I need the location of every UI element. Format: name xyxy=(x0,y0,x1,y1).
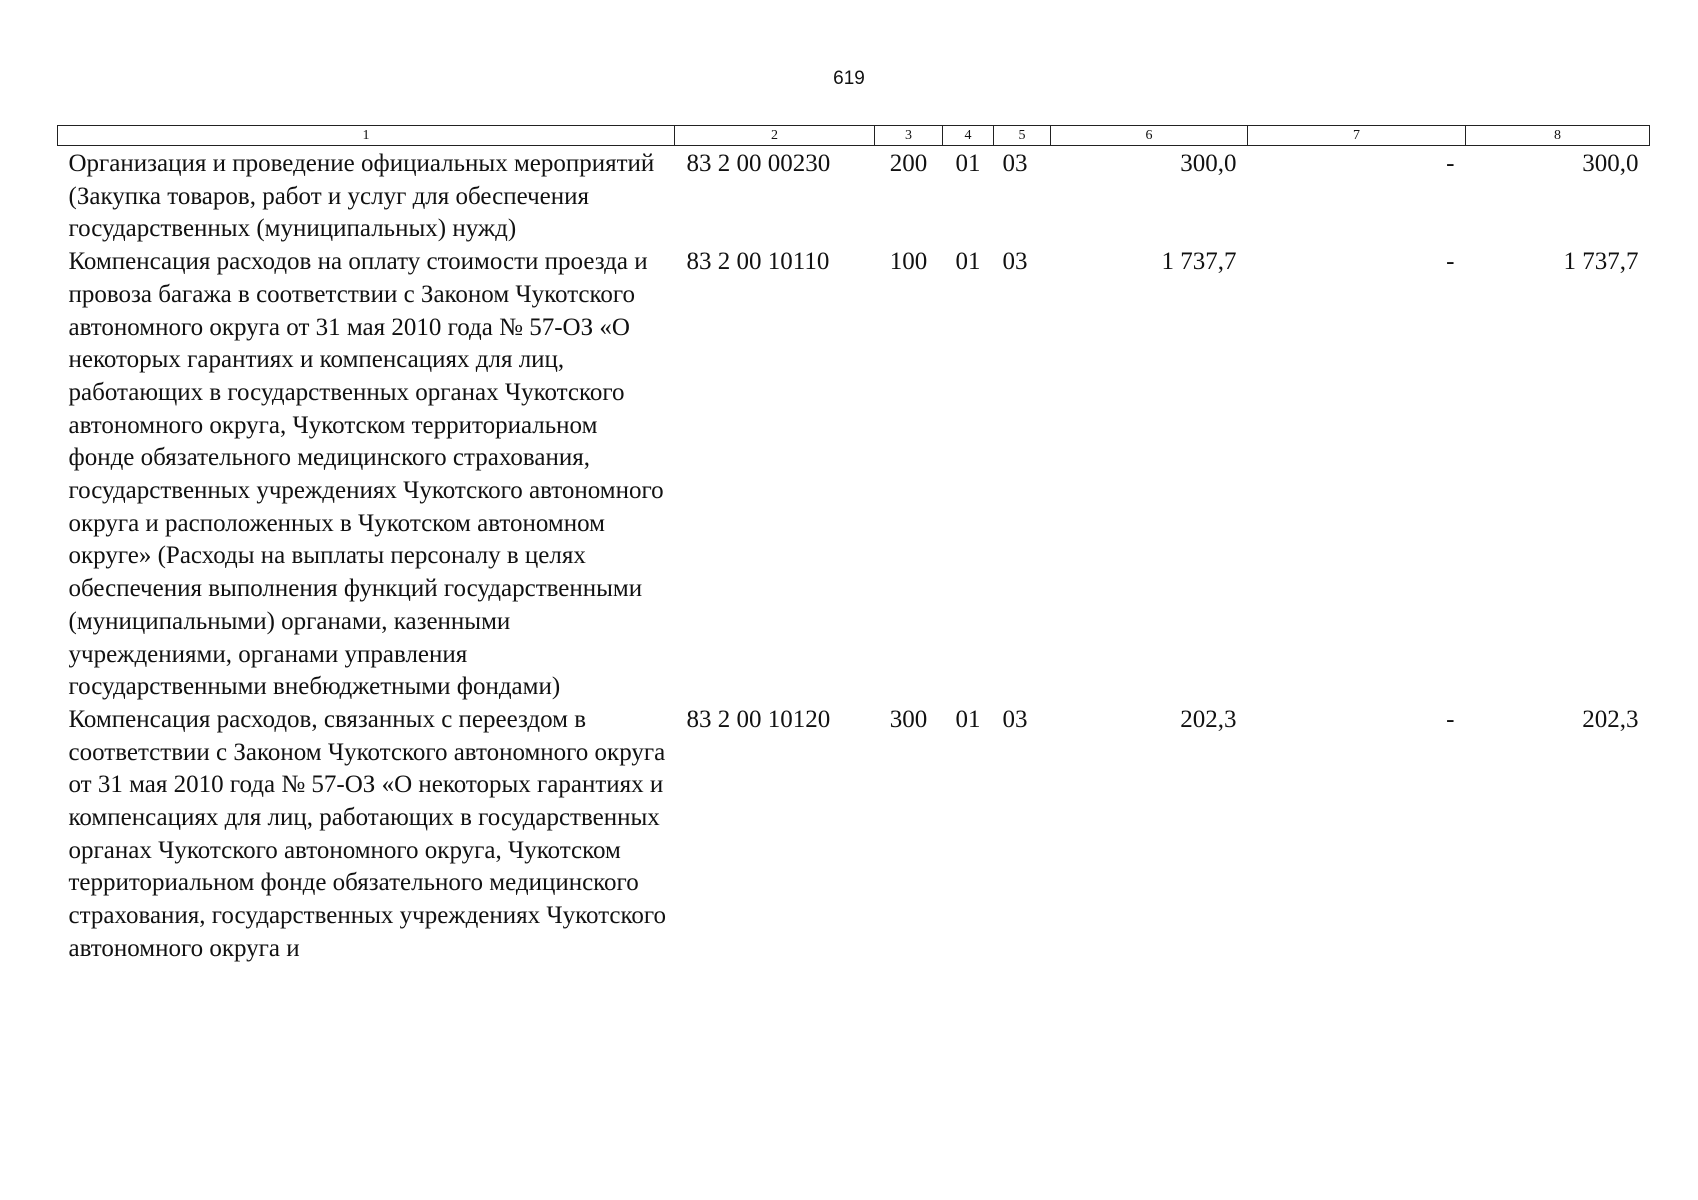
table-row xyxy=(58,146,1650,247)
row-amount-col6: 202,3 xyxy=(1180,705,1237,733)
row-amount-col6: 300,0 xyxy=(1180,150,1237,177)
row-name: Компенсация расходов на оплату стоимости проезда и провоза багажа в соответствии с Законом Чукотского автономного округа от 31 мая 2010 года № 57-ОЗ «О некоторых гарантиях и компенсациях для лиц, работающих в государственных органах Чукотского автономного округа, Чукотском территориальном фонде обязательного медицинского страхования, государственных учреждениях Чукотского автономного округа и расположенных в Чукотском автономном округе» (Расходы на выплаты персоналу в целях обеспечения выполнения функций государственными (муниципальными) органами, казенными учреждениями, органами управления государственными внебюджетными фондами) xyxy=(68,248,664,701)
column-header-2: 2 xyxy=(675,126,875,146)
column-header-7: 7 xyxy=(1248,126,1466,146)
row-name: Организация и проведение официальных мероприятий (Закупка товаров, работ и услуг для обеспечения государственных (муниципальных) нужд) xyxy=(68,150,655,243)
row-amount-col6: 1 737,7 xyxy=(1161,248,1237,276)
row-expense-type-code: 200 xyxy=(889,150,928,177)
budget-table xyxy=(57,125,1650,966)
column-header-1: 1 xyxy=(58,126,675,146)
row-subsection-code: 03 xyxy=(1002,248,1028,276)
row-section-code: 01 xyxy=(955,705,981,733)
row-expense-type-code: 100 xyxy=(889,248,928,276)
row-name: Компенсация расходов, связанных с переездом в соответствии с Законом Чукотского автономного округа от 31 мая 2010 года № 57-ОЗ «О некоторых гарантиях и компенсациях для лиц, работающих в государственных органах Чукотского автономного округа, Чукотском территориальном фонде обязательного медицинского страхования, государственных учреждениях Чукотского автономного округа и xyxy=(68,705,667,962)
table-row xyxy=(58,704,1650,966)
row-amount-col8: 1 737,7 xyxy=(1563,248,1639,276)
row-expense-type-code: 300 xyxy=(889,705,928,733)
page-number: 619 xyxy=(833,68,865,89)
column-header-3: 3 xyxy=(875,126,943,146)
row-amount-col7: - xyxy=(1446,150,1455,177)
column-header-8: 8 xyxy=(1466,126,1650,146)
row-amount-col8: 300,0 xyxy=(1582,150,1639,177)
row-amount-col8: 202,3 xyxy=(1582,705,1639,733)
row-subsection-code: 03 xyxy=(1002,705,1028,733)
column-header-4: 4 xyxy=(943,126,994,146)
row-subsection-code: 03 xyxy=(1002,150,1028,177)
row-target-article-code: 83 2 00 10120 xyxy=(686,705,831,733)
row-section-code: 01 xyxy=(955,150,981,177)
row-amount-col7: - xyxy=(1446,248,1455,276)
column-header-6: 6 xyxy=(1051,126,1248,146)
table-row xyxy=(58,246,1650,704)
row-target-article-code: 83 2 00 00230 xyxy=(686,150,831,177)
row-amount-col7: - xyxy=(1446,705,1455,733)
column-header-5: 5 xyxy=(994,126,1051,146)
column-number-header xyxy=(58,126,1650,146)
row-section-code: 01 xyxy=(955,248,981,276)
row-target-article-code: 83 2 00 10110 xyxy=(686,248,830,276)
